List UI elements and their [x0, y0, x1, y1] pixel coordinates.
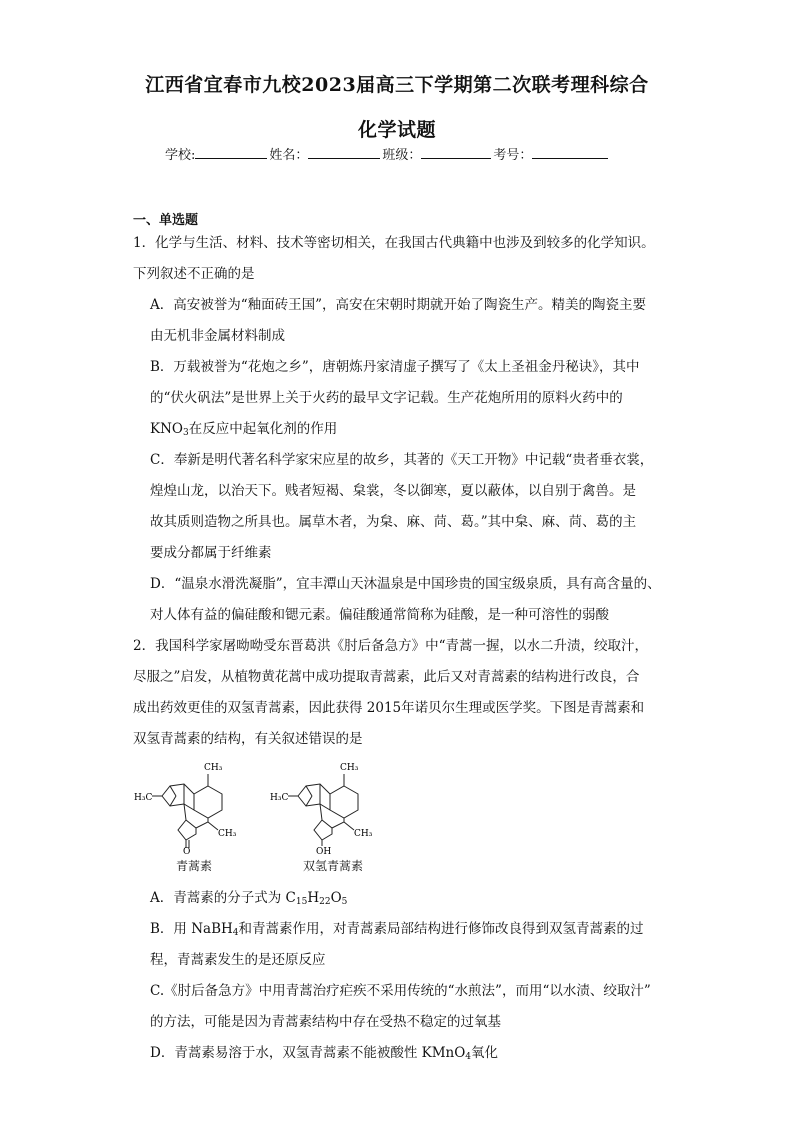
name-blank[interactable] — [308, 144, 380, 159]
section-heading: 一、单选题 — [133, 213, 199, 228]
struct1-ch3-left: H₃C — [134, 793, 153, 803]
q1-option-c-cont: 要成分都属于纤维素 — [150, 545, 272, 561]
q2-stem-line: 2．我国科学家屠呦呦受东晋葛洪《肘后备急方》中“青蒿一握，以水二升渍，绞取汁， — [133, 638, 648, 654]
q2-option-a: A．青蒿素的分子式为 $C_{15}H_{22}O_5$ — [150, 890, 348, 907]
school-blank[interactable] — [195, 144, 267, 159]
struct2-ch3-top: CH₃ — [340, 763, 359, 773]
q1-stem-line: 1．化学与生活、材料、技术等密切相关，在我国古代典籍中也涉及到较多的化学知识。 — [133, 235, 655, 251]
struct1-caption: 青蒿素 — [176, 859, 213, 873]
struct2-ch3-left: H₃C — [270, 793, 289, 803]
q1-option-c-cont: 煌煌山龙，以治天下。贱者短褐、枲裳，冬以御寒，夏以蔽体，以自别于禽兽。是 — [150, 483, 636, 499]
class-blank[interactable] — [421, 144, 491, 159]
q2-option-b-cont: 程，青蒿素发生的是还原反应 — [150, 952, 326, 968]
q1-option-a-cont: 由无机非金属材料制成 — [150, 328, 285, 344]
q1-option-b-cont: $KNO_3$在反应中起氧化剂的作用 — [150, 421, 338, 438]
school-label: 学校: — [165, 148, 196, 163]
exam-no-label: 考号： — [493, 148, 533, 163]
q1-stem-line: 下列叙述不正确的是 — [133, 266, 255, 282]
q1-option-c: C．奉新是明代著名科学家宋应星的故乡，其著的《天工开物》中记载“贵者垂衣裳， — [150, 452, 654, 468]
q2-option-c-cont: 的方法，可能是因为青蒿素结构中存在受热不稳定的过氧基 — [150, 1014, 501, 1030]
struct1-o-label: O — [183, 847, 191, 855]
q2-option-d: D．青蒿素易溶于水，双氢青蒿素不能被酸性 KMnO$_4$氧化 — [150, 1045, 499, 1062]
q1-option-c-cont: 故其质则造物之所具也。属草木者，为枲、麻、苘、葛。”其中枲、麻、苘、葛的主 — [150, 514, 637, 530]
class-label: 班级： — [382, 148, 422, 163]
struct1-ch3-right: CH₃ — [218, 829, 237, 839]
struct2-oh-label: OH — [316, 847, 332, 855]
q2-option-b: B．用 NaBH$_4$和青蒿素作用，对青蒿素局部结构进行修饰改良得到双氢青蒿素的过 — [150, 921, 644, 938]
student-info-row — [165, 144, 610, 163]
q2-stem-line: 成出药效更佳的双氢青蒿素，因此获得 2015年诺贝尔生理或医学奖。下图是青蒿素和 — [133, 700, 645, 716]
exam-subtitle: 化学试题 — [357, 119, 436, 141]
q1-option-b: B．万载被誉为“花炮之乡”，唐朝炼丹家清虚子撰写了《太上圣祖金丹秘诀》，其中 — [150, 359, 640, 375]
q1-option-a: A．高安被誉为“釉面砖王国”，高安在宋朝时期就开始了陶瓷生产。精美的陶瓷主要 — [150, 297, 647, 313]
struct2-caption: 双氢青蒿素 — [303, 859, 364, 873]
exam-no-blank[interactable] — [532, 144, 608, 159]
artemisinin-structure — [130, 760, 240, 855]
q1-option-d-cont: 对人体有益的偏硅酸和锶元素。偏硅酸通常简称为硅酸，是一种可溶性的弱酸 — [150, 607, 609, 623]
q1-option-b-cont: 的“伏火矾法”是世界上关于火药的最早文字记载。生产花炮所用的原料火药中的 — [150, 390, 623, 406]
struct2-ch3-right: CH₃ — [354, 829, 373, 839]
struct1-ch3-top: CH₃ — [204, 763, 223, 773]
dihydroartemisinin-structure — [266, 760, 376, 855]
name-label: 姓名： — [269, 148, 309, 163]
q2-stem-line: 尽服之”启发，从植物黄花蒿中成功提取青蒿素，此后又对青蒿素的结构进行改良，合 — [133, 669, 640, 685]
q1-option-d: D．“温泉水滑洗凝脂”，宜丰潭山天沐温泉是中国珍贵的国宝级泉质，具有高含量的、 — [150, 576, 661, 592]
exam-title: 江西省宜春市九校2023届高三下学期第二次联考理科综合 — [145, 74, 649, 96]
q2-option-c: C.《肘后备急方》中用青蒿治疗疟疾不采用传统的“水煎法”，而用“以水渍、绞取汁” — [150, 983, 651, 999]
q2-stem-line: 双氢青蒿素的结构，有关叙述错误的是 — [133, 731, 363, 747]
